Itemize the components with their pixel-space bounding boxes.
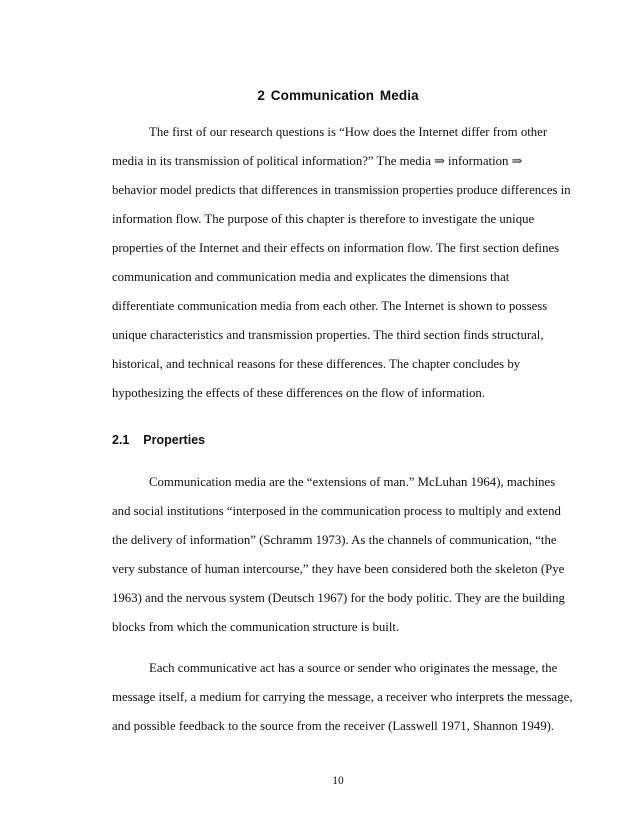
text-line: message itself, a medium for carrying the message, a receiver who interprets the message,	[112, 690, 573, 704]
text-line: very substance of human intercourse,” they have been considered both the skeleton (Pye	[112, 562, 565, 576]
text-line: hypothesizing the effects of these differences on the flow of information.	[112, 386, 486, 400]
text-line: unique characteristics and transmission properties. The third section finds structural,	[112, 328, 544, 342]
chapter-title: 2 Communication Media	[257, 88, 419, 103]
paragraph-intro	[112, 118, 571, 408]
paragraph-properties	[112, 468, 565, 642]
text-line: 1963) and the nervous system (Deutsch 1967) for the body politic. They are the building	[112, 591, 565, 605]
text-line: historical, and technical reasons for these differences. The chapter concludes by	[112, 357, 521, 371]
text-line: properties of the Internet and their effects on information flow. The first section defines	[112, 241, 560, 255]
section-title: 2.1 Properties	[112, 433, 206, 447]
text-line: Each communicative act has a source or sender who originates the message, the	[149, 661, 558, 675]
text-line: communication and communication media and explicates the dimensions that	[112, 270, 510, 284]
text-line: behavior model predicts that differences in transmission properties produce differences in	[112, 183, 571, 197]
text-line: the delivery of information” (Schramm 1973). As the channels of communication, “the	[112, 533, 557, 547]
text-line: media in its transmission of political information?” The media ⇒ information ⇒	[112, 154, 523, 168]
text-line: The first of our research questions is “How does the Internet differ from other	[149, 125, 548, 139]
text-line: information flow. The purpose of this chapter is therefore to investigate the unique	[112, 212, 535, 226]
page-number: 10	[332, 775, 344, 787]
paragraph-communicative-act	[112, 654, 573, 741]
text-line: Communication media are the “extensions of man.” McLuhan 1964), machines	[149, 475, 556, 489]
text-line: and possible feedback to the source from the receiver (Lasswell 1971, Shannon 1949).	[112, 719, 555, 733]
text-line: and social institutions “interposed in the communication process to multiply and extend	[112, 504, 561, 518]
text-line: differentiate communication media from each other. The Internet is shown to possess	[112, 299, 548, 313]
text-line: blocks from which the communication structure is built.	[112, 620, 400, 634]
